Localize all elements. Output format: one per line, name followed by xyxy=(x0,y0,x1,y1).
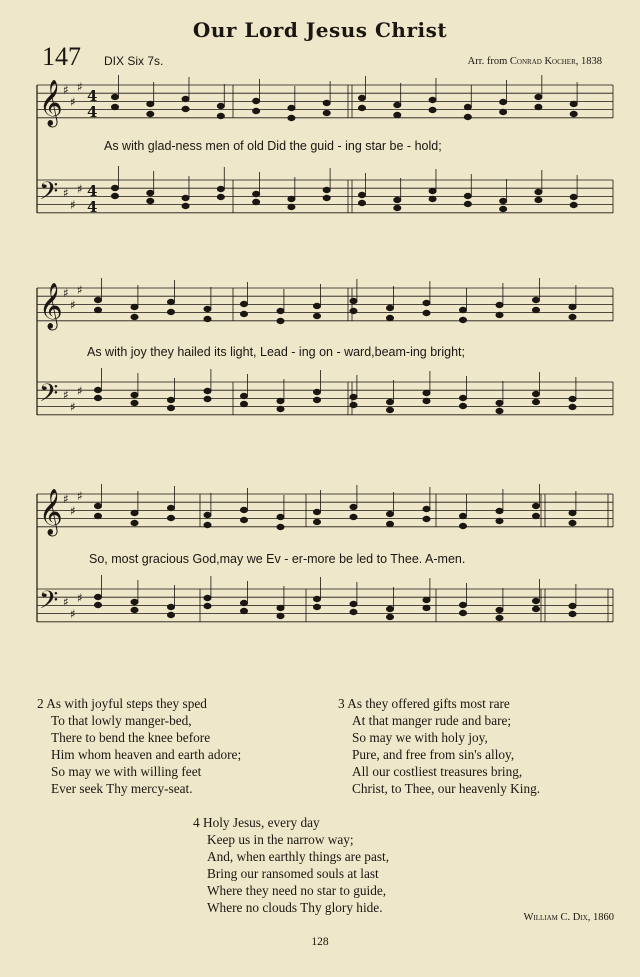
note-head xyxy=(240,608,247,614)
note-head xyxy=(459,523,466,529)
note-head xyxy=(277,524,284,530)
note-head xyxy=(253,108,260,114)
treble-clef-icon: 𝄞 xyxy=(39,283,63,329)
note-head xyxy=(532,297,539,303)
note-head xyxy=(94,602,101,608)
note-head xyxy=(386,315,393,321)
note-head xyxy=(464,104,471,110)
note-head xyxy=(394,102,401,108)
sharp-icon: ♯ xyxy=(77,80,83,94)
treble-clef-icon: 𝄞 xyxy=(39,489,63,535)
note-head xyxy=(94,594,101,600)
verse-4 xyxy=(193,814,389,916)
note-head xyxy=(570,202,577,208)
note-head xyxy=(94,307,101,313)
note-head xyxy=(288,105,295,111)
note-head xyxy=(358,192,365,198)
sharp-icon: ♯ xyxy=(70,504,76,518)
note-head xyxy=(496,302,503,308)
page-number: 128 xyxy=(311,936,329,948)
note-head xyxy=(167,505,174,511)
verse-line: So may we with willing feet xyxy=(51,764,202,779)
note-head xyxy=(535,189,542,195)
note-head xyxy=(459,513,466,519)
note-head xyxy=(147,101,154,107)
sharp-icon: ♯ xyxy=(77,283,83,297)
note-head xyxy=(350,504,357,510)
note-head xyxy=(94,513,101,519)
note-head xyxy=(204,603,211,609)
note-head xyxy=(313,397,320,403)
note-head xyxy=(204,512,211,518)
note-head xyxy=(500,109,507,115)
note-head xyxy=(423,390,430,396)
note-head xyxy=(394,205,401,211)
sharp-icon: ♯ xyxy=(77,182,83,196)
verse-line: Ever seek Thy mercy-seat. xyxy=(51,781,193,796)
note-head xyxy=(167,397,174,403)
sharp-icon: ♯ xyxy=(70,198,76,212)
note-head xyxy=(386,305,393,311)
verse-line: And, when earthly things are past, xyxy=(207,849,390,864)
note-head xyxy=(429,107,436,113)
note-head xyxy=(569,314,576,320)
note-head xyxy=(323,187,330,193)
note-head xyxy=(111,94,118,100)
note-head xyxy=(423,300,430,306)
note-head xyxy=(496,508,503,514)
arranger-name: Conrad Kocher xyxy=(509,56,576,67)
lyric-line-3: So, most gracious God,may we Ev - er-more be led to Thee. A-men. xyxy=(89,552,466,566)
hymn-title: Our Lord Jesus Christ xyxy=(192,18,448,42)
note-head xyxy=(131,607,138,613)
note-head xyxy=(464,114,471,120)
bass-clef-icon: 𝄢 xyxy=(39,586,59,621)
sharp-icon: ♯ xyxy=(77,489,83,503)
note-head xyxy=(459,317,466,323)
note-head xyxy=(288,115,295,121)
note-head xyxy=(535,104,542,110)
sharp-icon: ♯ xyxy=(63,595,69,609)
note-head xyxy=(131,392,138,398)
verse-line: Bring our ransomed souls at last xyxy=(207,866,379,881)
note-head xyxy=(496,400,503,406)
note-head xyxy=(532,391,539,397)
note-head xyxy=(386,606,393,612)
note-head xyxy=(459,307,466,313)
note-head xyxy=(464,201,471,207)
note-head xyxy=(147,111,154,117)
note-head xyxy=(532,598,539,604)
note-head xyxy=(423,597,430,603)
note-head xyxy=(500,206,507,212)
note-head xyxy=(532,399,539,405)
arrangement-prefix: Arr. from xyxy=(467,56,510,67)
note-head xyxy=(313,303,320,309)
note-head xyxy=(240,393,247,399)
note-head xyxy=(350,402,357,408)
note-head xyxy=(394,197,401,203)
verse-line: Christ, to Thee, our heavenly King. xyxy=(352,781,541,796)
note-head xyxy=(459,403,466,409)
note-head xyxy=(313,509,320,515)
lyric-line-2: As with joy they hailed its light, Lead - ing on - ward,beam-ing bright; xyxy=(87,345,465,359)
note-head xyxy=(459,395,466,401)
verse-line: 3 As they offered gifts most rare xyxy=(338,696,510,711)
note-head xyxy=(313,596,320,602)
note-head xyxy=(313,389,320,395)
note-head xyxy=(423,310,430,316)
note-head xyxy=(182,203,189,209)
note-head xyxy=(131,314,138,320)
note-head xyxy=(570,194,577,200)
note-head xyxy=(386,399,393,405)
note-head xyxy=(569,603,576,609)
note-head xyxy=(386,521,393,527)
note-head xyxy=(569,396,576,402)
sharp-icon: ♯ xyxy=(63,83,69,97)
note-head xyxy=(167,604,174,610)
sharp-icon: ♯ xyxy=(63,286,69,300)
note-head xyxy=(532,606,539,612)
verse-line: At that manger rude and bare; xyxy=(352,713,512,728)
note-head xyxy=(167,299,174,305)
note-head xyxy=(429,188,436,194)
note-head xyxy=(570,111,577,117)
note-head xyxy=(94,503,101,509)
verse-line: To that lowly manger-bed, xyxy=(51,713,192,728)
note-head xyxy=(217,103,224,109)
time-signature-numerator: 4 xyxy=(87,182,98,200)
note-head xyxy=(131,510,138,516)
note-head xyxy=(323,110,330,116)
note-head xyxy=(423,516,430,522)
note-head xyxy=(217,194,224,200)
note-head xyxy=(386,407,393,413)
note-head xyxy=(496,518,503,524)
note-head xyxy=(496,607,503,613)
note-head xyxy=(94,387,101,393)
note-head xyxy=(277,605,284,611)
note-head xyxy=(240,517,247,523)
time-signature-denominator: 4 xyxy=(87,103,98,121)
lyric-line-1: As with glad-ness men of old Did the guid - ing star be - hold; xyxy=(104,139,442,153)
note-head xyxy=(313,519,320,525)
note-head xyxy=(217,186,224,192)
note-head xyxy=(147,198,154,204)
note-head xyxy=(182,106,189,112)
note-head xyxy=(240,401,247,407)
note-head xyxy=(277,613,284,619)
note-head xyxy=(323,195,330,201)
note-head xyxy=(358,200,365,206)
verse-line: 2 As with joyful steps they sped xyxy=(37,696,207,711)
bass-clef-icon: 𝄢 xyxy=(39,177,59,212)
note-head xyxy=(350,601,357,607)
note-head xyxy=(182,96,189,102)
note-head xyxy=(423,398,430,404)
verse-line: Pure, and free from sin's alloy, xyxy=(352,747,515,762)
verse-line: Him whom heaven and earth adore; xyxy=(51,747,242,762)
verse-line: Where no clouds Thy glory hide. xyxy=(207,900,383,915)
note-head xyxy=(253,98,260,104)
note-head xyxy=(535,94,542,100)
note-head xyxy=(204,306,211,312)
note-head xyxy=(131,400,138,406)
note-head xyxy=(204,316,211,322)
note-head xyxy=(288,196,295,202)
bass-clef-icon: 𝄢 xyxy=(39,379,59,414)
note-head xyxy=(358,95,365,101)
sharp-icon: ♯ xyxy=(63,492,69,506)
sharp-icon: ♯ xyxy=(77,591,83,605)
verse-line: So may we with holy joy, xyxy=(352,730,488,745)
note-head xyxy=(569,520,576,526)
note-head xyxy=(386,614,393,620)
sharp-icon: ♯ xyxy=(63,186,69,200)
note-head xyxy=(423,506,430,512)
hymn-number: 147 xyxy=(42,42,81,71)
verse-line: Keep us in the narrow way; xyxy=(207,832,354,847)
verse-line: All our costliest treasures bring, xyxy=(352,764,523,779)
note-head xyxy=(288,204,295,210)
note-head xyxy=(496,408,503,414)
verse-line: 4 Holy Jesus, every day xyxy=(193,815,320,830)
note-head xyxy=(569,404,576,410)
note-head xyxy=(277,308,284,314)
time-signature-numerator: 4 xyxy=(87,87,98,105)
note-head xyxy=(423,605,430,611)
note-head xyxy=(429,196,436,202)
treble-clef-icon: 𝄞 xyxy=(39,80,63,126)
note-head xyxy=(394,112,401,118)
time-signature-denominator: 4 xyxy=(87,198,98,216)
note-head xyxy=(532,513,539,519)
note-head xyxy=(111,104,118,110)
note-head xyxy=(277,514,284,520)
sharp-icon: ♯ xyxy=(77,384,83,398)
verse-3 xyxy=(338,695,540,797)
note-head xyxy=(167,405,174,411)
verse-line: Where they need no star to guide, xyxy=(207,883,387,898)
note-head xyxy=(131,304,138,310)
arrangement-year: , 1838 xyxy=(575,56,602,67)
note-head xyxy=(167,515,174,521)
note-head xyxy=(217,113,224,119)
note-head xyxy=(277,318,284,324)
note-head xyxy=(240,301,247,307)
note-head xyxy=(167,309,174,315)
note-head xyxy=(496,312,503,318)
sharp-icon: ♯ xyxy=(70,607,76,621)
sharp-icon: ♯ xyxy=(70,400,76,414)
note-head xyxy=(532,307,539,313)
note-head xyxy=(94,395,101,401)
note-head xyxy=(532,503,539,509)
note-head xyxy=(277,398,284,404)
note-head xyxy=(253,199,260,205)
note-head xyxy=(240,600,247,606)
note-head xyxy=(350,514,357,520)
note-head xyxy=(358,105,365,111)
note-head xyxy=(182,195,189,201)
note-head xyxy=(500,198,507,204)
note-head xyxy=(500,99,507,105)
note-head xyxy=(569,611,576,617)
note-head xyxy=(459,602,466,608)
note-head xyxy=(464,193,471,199)
note-head xyxy=(131,599,138,605)
note-head xyxy=(459,610,466,616)
note-head xyxy=(350,609,357,615)
note-head xyxy=(323,100,330,106)
note-head xyxy=(350,394,357,400)
note-head xyxy=(204,522,211,528)
note-head xyxy=(350,298,357,304)
note-head xyxy=(313,313,320,319)
note-head xyxy=(240,507,247,513)
note-head xyxy=(277,406,284,412)
note-head xyxy=(111,185,118,191)
note-head xyxy=(569,510,576,516)
tune-name: DIX Six 7s. xyxy=(104,54,164,68)
note-head xyxy=(240,311,247,317)
note-head xyxy=(147,190,154,196)
note-head xyxy=(131,520,138,526)
sharp-icon: ♯ xyxy=(63,388,69,402)
note-head xyxy=(111,193,118,199)
note-head xyxy=(204,396,211,402)
note-head xyxy=(204,595,211,601)
note-head xyxy=(569,304,576,310)
verse-line: There to bend the knee before xyxy=(51,730,211,745)
sharp-icon: ♯ xyxy=(70,298,76,312)
verse-2 xyxy=(37,695,241,797)
note-head xyxy=(204,388,211,394)
note-head xyxy=(535,197,542,203)
note-head xyxy=(570,101,577,107)
note-head xyxy=(253,191,260,197)
note-head xyxy=(313,604,320,610)
note-head xyxy=(429,97,436,103)
note-head xyxy=(94,297,101,303)
note-head xyxy=(167,612,174,618)
note-head xyxy=(496,615,503,621)
sharp-icon: ♯ xyxy=(70,95,76,109)
author-attribution: William C. Dix, 1860 xyxy=(523,912,614,923)
note-head xyxy=(350,308,357,314)
note-head xyxy=(386,511,393,517)
